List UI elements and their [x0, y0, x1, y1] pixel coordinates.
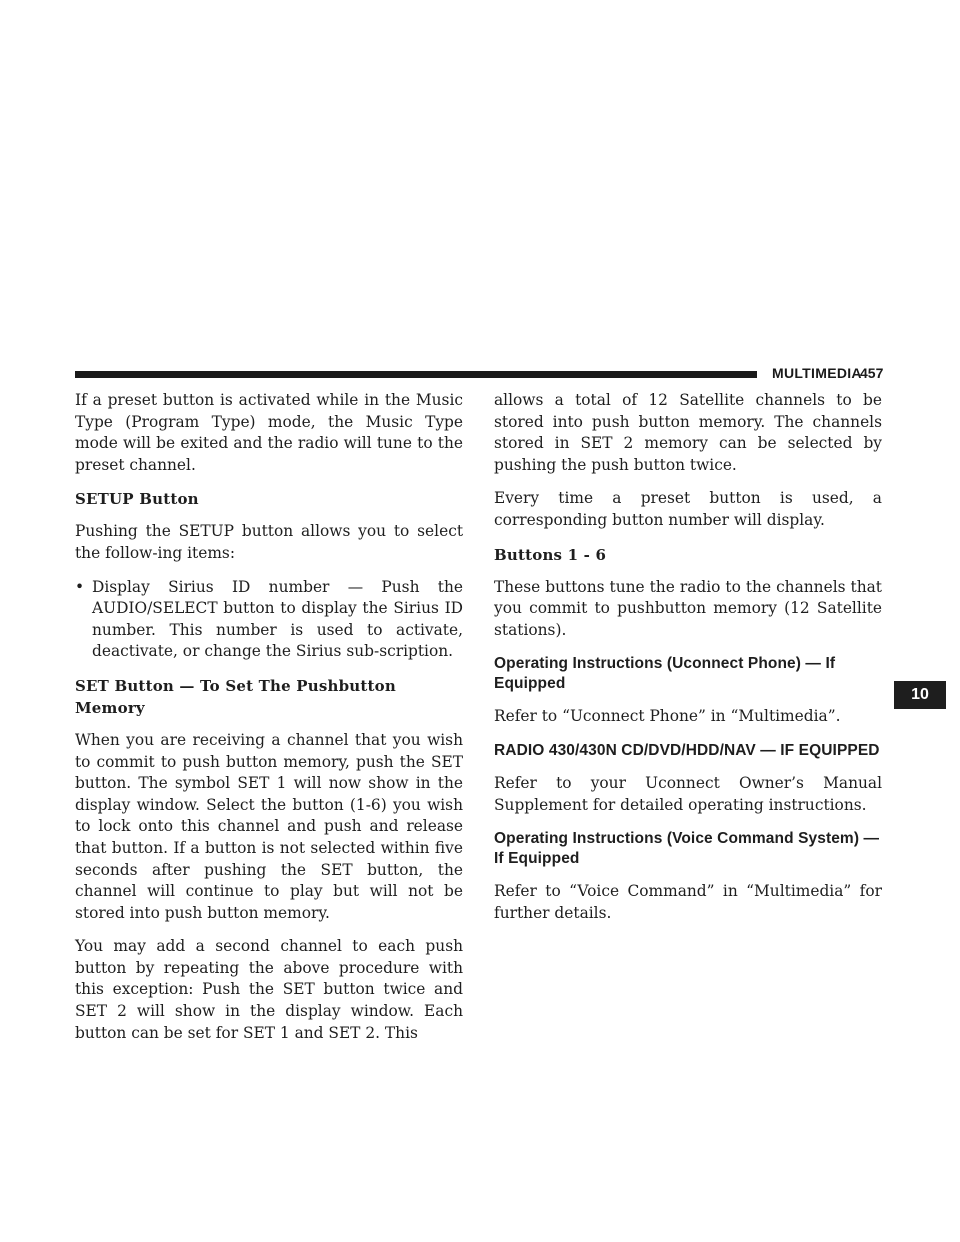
paragraph-buttons-1-6: These buttons tune the radio to the channels that you commit to pushbutton memory (12 Satellite stations). — [494, 577, 882, 639]
paragraph-preset-display: Every time a preset button is used, a corresponding button number will display. — [494, 489, 882, 529]
list-item-text: Display Sirius ID number — Push the AUDIO/SELECT button to display the Sirius ID number. This number is used to activate, deactivate, or change the Sirius sub-scription. — [92, 577, 463, 661]
paragraph-set-instructions: When you are receiving a channel that you wish to commit to push button memory, push the SET button. The symbol SET 1 will now show in the display window. Select the button (1-6) you wish to lock onto this channel and push and release that button. If a button is not selected within five seconds after pushing the SET button, the channel will continue to play but will not be stored into push button memory. — [75, 730, 463, 922]
paragraph-voice-command: Refer to “Voice Command” in “Multimedia” for further details. — [494, 882, 882, 922]
header-rule — [75, 371, 757, 378]
setup-items-list — [75, 577, 463, 663]
paragraph-set-second-channel: You may add a second channel to each push button by repeating the above procedure with this exception: Push the SET button twice and SET 2 will show in the display window. Each button can be set for SET 1 and SET 2. This — [75, 937, 463, 1042]
header-section-title: MULTIMEDIA — [772, 365, 862, 381]
chapter-tab: 10 — [894, 681, 946, 709]
bullet-icon: • — [75, 577, 85, 596]
heading-uconnect-phone: Operating Instructions (Uconnect Phone) — If Equipped — [494, 655, 836, 693]
left-column — [75, 390, 463, 1056]
paragraph-uconnect-phone: Refer to “Uconnect Phone” in “Multimedia”. — [494, 707, 841, 726]
heading-voice-command: Operating Instructions (Voice Command System) — If Equipped — [494, 830, 880, 868]
heading-setup-button: SETUP Button — [75, 490, 199, 509]
heading-buttons-1-6: Buttons 1 - 6 — [494, 545, 607, 564]
paragraph-set-continued: allows a total of 12 Satellite channels to be stored into push button memory. The channels stored in SET 2 memory can be selected by pushing the push button twice. — [494, 391, 882, 474]
heading-set-button: SET Button — To Set The Pushbutton Memory — [75, 676, 396, 717]
list-item — [75, 577, 463, 663]
paragraph-radio-430: Refer to your Uconnect Owner’s Manual Supplement for detailed operating instructions. — [494, 773, 882, 814]
paragraph-setup: Pushing the SETUP button allows you to select the follow-ing items: — [75, 522, 463, 562]
right-column — [494, 390, 882, 936]
page-number: 457 — [860, 365, 884, 381]
heading-radio-430: RADIO 430/430N CD/DVD/HDD/NAV — IF EQUIPPED — [494, 741, 880, 759]
paragraph-preset-music-type: If a preset button is activated while in the Music Type (Program Type) mode, the Music Type mode will be exited and the radio will tune to the preset channel. — [75, 391, 463, 474]
